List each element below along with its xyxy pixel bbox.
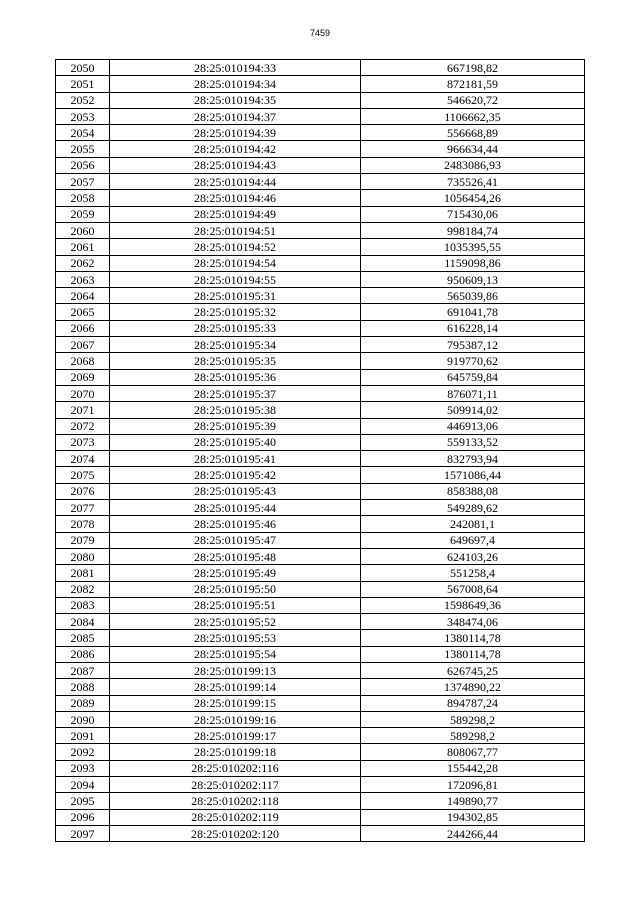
cadastral-number-cell: 28:25:010194:44 bbox=[110, 174, 361, 190]
table-row bbox=[56, 402, 585, 418]
row-number-cell: 2068 bbox=[56, 353, 110, 369]
cadastral-number-cell: 28:25:010195:43 bbox=[110, 483, 361, 499]
table-row bbox=[56, 809, 585, 825]
value-cell: 551258,4 bbox=[361, 565, 585, 581]
row-number-cell: 2093 bbox=[56, 760, 110, 776]
value-cell: 950609,13 bbox=[361, 271, 585, 287]
cadastral-number-cell: 28:25:010195:49 bbox=[110, 565, 361, 581]
value-cell: 244266,44 bbox=[361, 825, 585, 841]
row-number-cell: 2059 bbox=[56, 206, 110, 222]
value-cell: 858388,08 bbox=[361, 483, 585, 499]
row-number-cell: 2081 bbox=[56, 565, 110, 581]
row-number-cell: 2064 bbox=[56, 288, 110, 304]
value-cell: 556668,89 bbox=[361, 125, 585, 141]
table-row bbox=[56, 451, 585, 467]
row-number-cell: 2082 bbox=[56, 581, 110, 597]
table-row bbox=[56, 418, 585, 434]
row-number-cell: 2070 bbox=[56, 385, 110, 401]
table-row bbox=[56, 255, 585, 271]
row-number-cell: 2050 bbox=[56, 60, 110, 76]
row-number-cell: 2094 bbox=[56, 777, 110, 793]
cadastral-number-cell: 28:25:010199:16 bbox=[110, 711, 361, 727]
table-row bbox=[56, 190, 585, 206]
row-number-cell: 2066 bbox=[56, 320, 110, 336]
row-number-cell: 2065 bbox=[56, 304, 110, 320]
table-row bbox=[56, 793, 585, 809]
table-row bbox=[56, 500, 585, 516]
value-cell: 242081,1 bbox=[361, 516, 585, 532]
table-row bbox=[56, 695, 585, 711]
table-row bbox=[56, 369, 585, 385]
cadastral-number-cell: 28:25:010202:120 bbox=[110, 825, 361, 841]
row-number-cell: 2069 bbox=[56, 369, 110, 385]
row-number-cell: 2076 bbox=[56, 483, 110, 499]
row-number-cell: 2060 bbox=[56, 222, 110, 238]
table-row bbox=[56, 174, 585, 190]
value-cell: 645759,84 bbox=[361, 369, 585, 385]
row-number-cell: 2055 bbox=[56, 141, 110, 157]
row-number-cell: 2056 bbox=[56, 157, 110, 173]
table-row bbox=[56, 630, 585, 646]
cadastral-number-cell: 28:25:010194:52 bbox=[110, 239, 361, 255]
value-cell: 546620,72 bbox=[361, 92, 585, 108]
cadastral-number-cell: 28:25:010202:118 bbox=[110, 793, 361, 809]
cadastral-number-cell: 28:25:010195:31 bbox=[110, 288, 361, 304]
value-cell: 348474,06 bbox=[361, 614, 585, 630]
row-number-cell: 2067 bbox=[56, 337, 110, 353]
cadastral-number-cell: 28:25:010202:119 bbox=[110, 809, 361, 825]
table-row bbox=[56, 337, 585, 353]
row-number-cell: 2071 bbox=[56, 402, 110, 418]
value-cell: 616228,14 bbox=[361, 320, 585, 336]
cadastral-number-cell: 28:25:010195:32 bbox=[110, 304, 361, 320]
value-cell: 735526,41 bbox=[361, 174, 585, 190]
table-row bbox=[56, 744, 585, 760]
cadastral-number-cell: 28:25:010194:46 bbox=[110, 190, 361, 206]
table-row bbox=[56, 288, 585, 304]
value-cell: 919770,62 bbox=[361, 353, 585, 369]
cadastral-number-cell: 28:25:010195:44 bbox=[110, 500, 361, 516]
row-number-cell: 2085 bbox=[56, 630, 110, 646]
value-cell: 894787,24 bbox=[361, 695, 585, 711]
cadastral-number-cell: 28:25:010195:35 bbox=[110, 353, 361, 369]
cadastral-number-cell: 28:25:010195:40 bbox=[110, 434, 361, 450]
row-number-cell: 2072 bbox=[56, 418, 110, 434]
registry-table-body bbox=[56, 60, 585, 842]
cadastral-number-cell: 28:25:010195:54 bbox=[110, 646, 361, 662]
cadastral-number-cell: 28:25:010194:39 bbox=[110, 125, 361, 141]
row-number-cell: 2091 bbox=[56, 728, 110, 744]
table-row bbox=[56, 76, 585, 92]
value-cell: 149890,77 bbox=[361, 793, 585, 809]
value-cell: 626745,25 bbox=[361, 662, 585, 678]
table-row bbox=[56, 271, 585, 287]
value-cell: 1056454,26 bbox=[361, 190, 585, 206]
row-number-cell: 2092 bbox=[56, 744, 110, 760]
table-row bbox=[56, 581, 585, 597]
row-number-cell: 2089 bbox=[56, 695, 110, 711]
table-row bbox=[56, 157, 585, 173]
cadastral-number-cell: 28:25:010195:53 bbox=[110, 630, 361, 646]
row-number-cell: 2079 bbox=[56, 532, 110, 548]
table-row bbox=[56, 483, 585, 499]
cadastral-number-cell: 28:25:010194:55 bbox=[110, 271, 361, 287]
cadastral-number-cell: 28:25:010194:49 bbox=[110, 206, 361, 222]
value-cell: 565039,86 bbox=[361, 288, 585, 304]
cadastral-number-cell: 28:25:010199:15 bbox=[110, 695, 361, 711]
cadastral-number-cell: 28:25:010194:42 bbox=[110, 141, 361, 157]
cadastral-number-cell: 28:25:010195:51 bbox=[110, 597, 361, 613]
value-cell: 194302,85 bbox=[361, 809, 585, 825]
table-row bbox=[56, 777, 585, 793]
row-number-cell: 2090 bbox=[56, 711, 110, 727]
row-number-cell: 2074 bbox=[56, 451, 110, 467]
row-number-cell: 2077 bbox=[56, 500, 110, 516]
cadastral-number-cell: 28:25:010202:117 bbox=[110, 777, 361, 793]
row-number-cell: 2062 bbox=[56, 255, 110, 271]
table-row bbox=[56, 532, 585, 548]
row-number-cell: 2095 bbox=[56, 793, 110, 809]
cadastral-number-cell: 28:25:010195:33 bbox=[110, 320, 361, 336]
value-cell: 715430,06 bbox=[361, 206, 585, 222]
table-row bbox=[56, 679, 585, 695]
value-cell: 876071,11 bbox=[361, 385, 585, 401]
row-number-cell: 2078 bbox=[56, 516, 110, 532]
value-cell: 1380114,78 bbox=[361, 646, 585, 662]
table-row bbox=[56, 662, 585, 678]
row-number-cell: 2088 bbox=[56, 679, 110, 695]
table-row bbox=[56, 548, 585, 564]
table-row bbox=[56, 728, 585, 744]
row-number-cell: 2051 bbox=[56, 76, 110, 92]
cadastral-number-cell: 28:25:010194:54 bbox=[110, 255, 361, 271]
value-cell: 832793,94 bbox=[361, 451, 585, 467]
value-cell: 1380114,78 bbox=[361, 630, 585, 646]
table-row bbox=[56, 467, 585, 483]
cadastral-number-cell: 28:25:010194:34 bbox=[110, 76, 361, 92]
cadastral-number-cell: 28:25:010195:38 bbox=[110, 402, 361, 418]
row-number-cell: 2075 bbox=[56, 467, 110, 483]
cadastral-number-cell: 28:25:010199:18 bbox=[110, 744, 361, 760]
cadastral-number-cell: 28:25:010199:17 bbox=[110, 728, 361, 744]
table-row bbox=[56, 304, 585, 320]
row-number-cell: 2097 bbox=[56, 825, 110, 841]
value-cell: 2483086,93 bbox=[361, 157, 585, 173]
table-row bbox=[56, 516, 585, 532]
table-row bbox=[56, 565, 585, 581]
cadastral-number-cell: 28:25:010195:37 bbox=[110, 385, 361, 401]
value-cell: 549289,62 bbox=[361, 500, 585, 516]
cadastral-number-cell: 28:25:010195:50 bbox=[110, 581, 361, 597]
cadastral-number-cell: 28:25:010194:33 bbox=[110, 60, 361, 76]
value-cell: 1571086,44 bbox=[361, 467, 585, 483]
cadastral-number-cell: 28:25:010195:41 bbox=[110, 451, 361, 467]
table-row bbox=[56, 206, 585, 222]
value-cell: 155442,28 bbox=[361, 760, 585, 776]
table-row bbox=[56, 141, 585, 157]
page-number: 7459 bbox=[309, 28, 331, 38]
table-row bbox=[56, 60, 585, 76]
cadastral-number-cell: 28:25:010195:42 bbox=[110, 467, 361, 483]
cadastral-number-cell: 28:25:010202:116 bbox=[110, 760, 361, 776]
value-cell: 872181,59 bbox=[361, 76, 585, 92]
cadastral-number-cell: 28:25:010195:34 bbox=[110, 337, 361, 353]
value-cell: 446913,06 bbox=[361, 418, 585, 434]
table-row bbox=[56, 125, 585, 141]
value-cell: 1374890,22 bbox=[361, 679, 585, 695]
table-row bbox=[56, 385, 585, 401]
row-number-cell: 2084 bbox=[56, 614, 110, 630]
row-number-cell: 2052 bbox=[56, 92, 110, 108]
value-cell: 808067,77 bbox=[361, 744, 585, 760]
table-row bbox=[56, 760, 585, 776]
value-cell: 795387,12 bbox=[361, 337, 585, 353]
value-cell: 589298,2 bbox=[361, 728, 585, 744]
table-row bbox=[56, 614, 585, 630]
cadastral-number-cell: 28:25:010195:48 bbox=[110, 548, 361, 564]
value-cell: 667198,82 bbox=[361, 60, 585, 76]
value-cell: 172096,81 bbox=[361, 777, 585, 793]
row-number-cell: 2083 bbox=[56, 597, 110, 613]
cadastral-number-cell: 28:25:010194:37 bbox=[110, 108, 361, 124]
cadastral-number-cell: 28:25:010195:47 bbox=[110, 532, 361, 548]
row-number-cell: 2087 bbox=[56, 662, 110, 678]
value-cell: 509914,02 bbox=[361, 402, 585, 418]
table-row bbox=[56, 92, 585, 108]
value-cell: 998184,74 bbox=[361, 222, 585, 238]
table-row bbox=[56, 239, 585, 255]
row-number-cell: 2096 bbox=[56, 809, 110, 825]
cadastral-number-cell: 28:25:010195:52 bbox=[110, 614, 361, 630]
row-number-cell: 2054 bbox=[56, 125, 110, 141]
table-row bbox=[56, 434, 585, 450]
value-cell: 1106662,35 bbox=[361, 108, 585, 124]
row-number-cell: 2080 bbox=[56, 548, 110, 564]
row-number-cell: 2063 bbox=[56, 271, 110, 287]
value-cell: 691041,78 bbox=[361, 304, 585, 320]
value-cell: 1598649,36 bbox=[361, 597, 585, 613]
table-row bbox=[56, 222, 585, 238]
table-row bbox=[56, 597, 585, 613]
row-number-cell: 2061 bbox=[56, 239, 110, 255]
cadastral-number-cell: 28:25:010195:46 bbox=[110, 516, 361, 532]
cadastral-number-cell: 28:25:010194:51 bbox=[110, 222, 361, 238]
row-number-cell: 2073 bbox=[56, 434, 110, 450]
cadastral-number-cell: 28:25:010195:36 bbox=[110, 369, 361, 385]
cadastral-number-cell: 28:25:010194:43 bbox=[110, 157, 361, 173]
table-row bbox=[56, 108, 585, 124]
value-cell: 559133,52 bbox=[361, 434, 585, 450]
cadastral-number-cell: 28:25:010194:35 bbox=[110, 92, 361, 108]
value-cell: 589298,2 bbox=[361, 711, 585, 727]
cadastral-number-cell: 28:25:010199:14 bbox=[110, 679, 361, 695]
table-row bbox=[56, 320, 585, 336]
cadastral-number-cell: 28:25:010195:39 bbox=[110, 418, 361, 434]
registry-table bbox=[55, 59, 585, 842]
table-row bbox=[56, 646, 585, 662]
cadastral-number-cell: 28:25:010199:13 bbox=[110, 662, 361, 678]
row-number-cell: 2053 bbox=[56, 108, 110, 124]
table-row bbox=[56, 353, 585, 369]
table-row bbox=[56, 711, 585, 727]
value-cell: 1035395,55 bbox=[361, 239, 585, 255]
value-cell: 966634,44 bbox=[361, 141, 585, 157]
table-row bbox=[56, 825, 585, 841]
value-cell: 1159098,86 bbox=[361, 255, 585, 271]
row-number-cell: 2086 bbox=[56, 646, 110, 662]
row-number-cell: 2058 bbox=[56, 190, 110, 206]
value-cell: 649697,4 bbox=[361, 532, 585, 548]
value-cell: 624103,26 bbox=[361, 548, 585, 564]
row-number-cell: 2057 bbox=[56, 174, 110, 190]
value-cell: 567008,64 bbox=[361, 581, 585, 597]
